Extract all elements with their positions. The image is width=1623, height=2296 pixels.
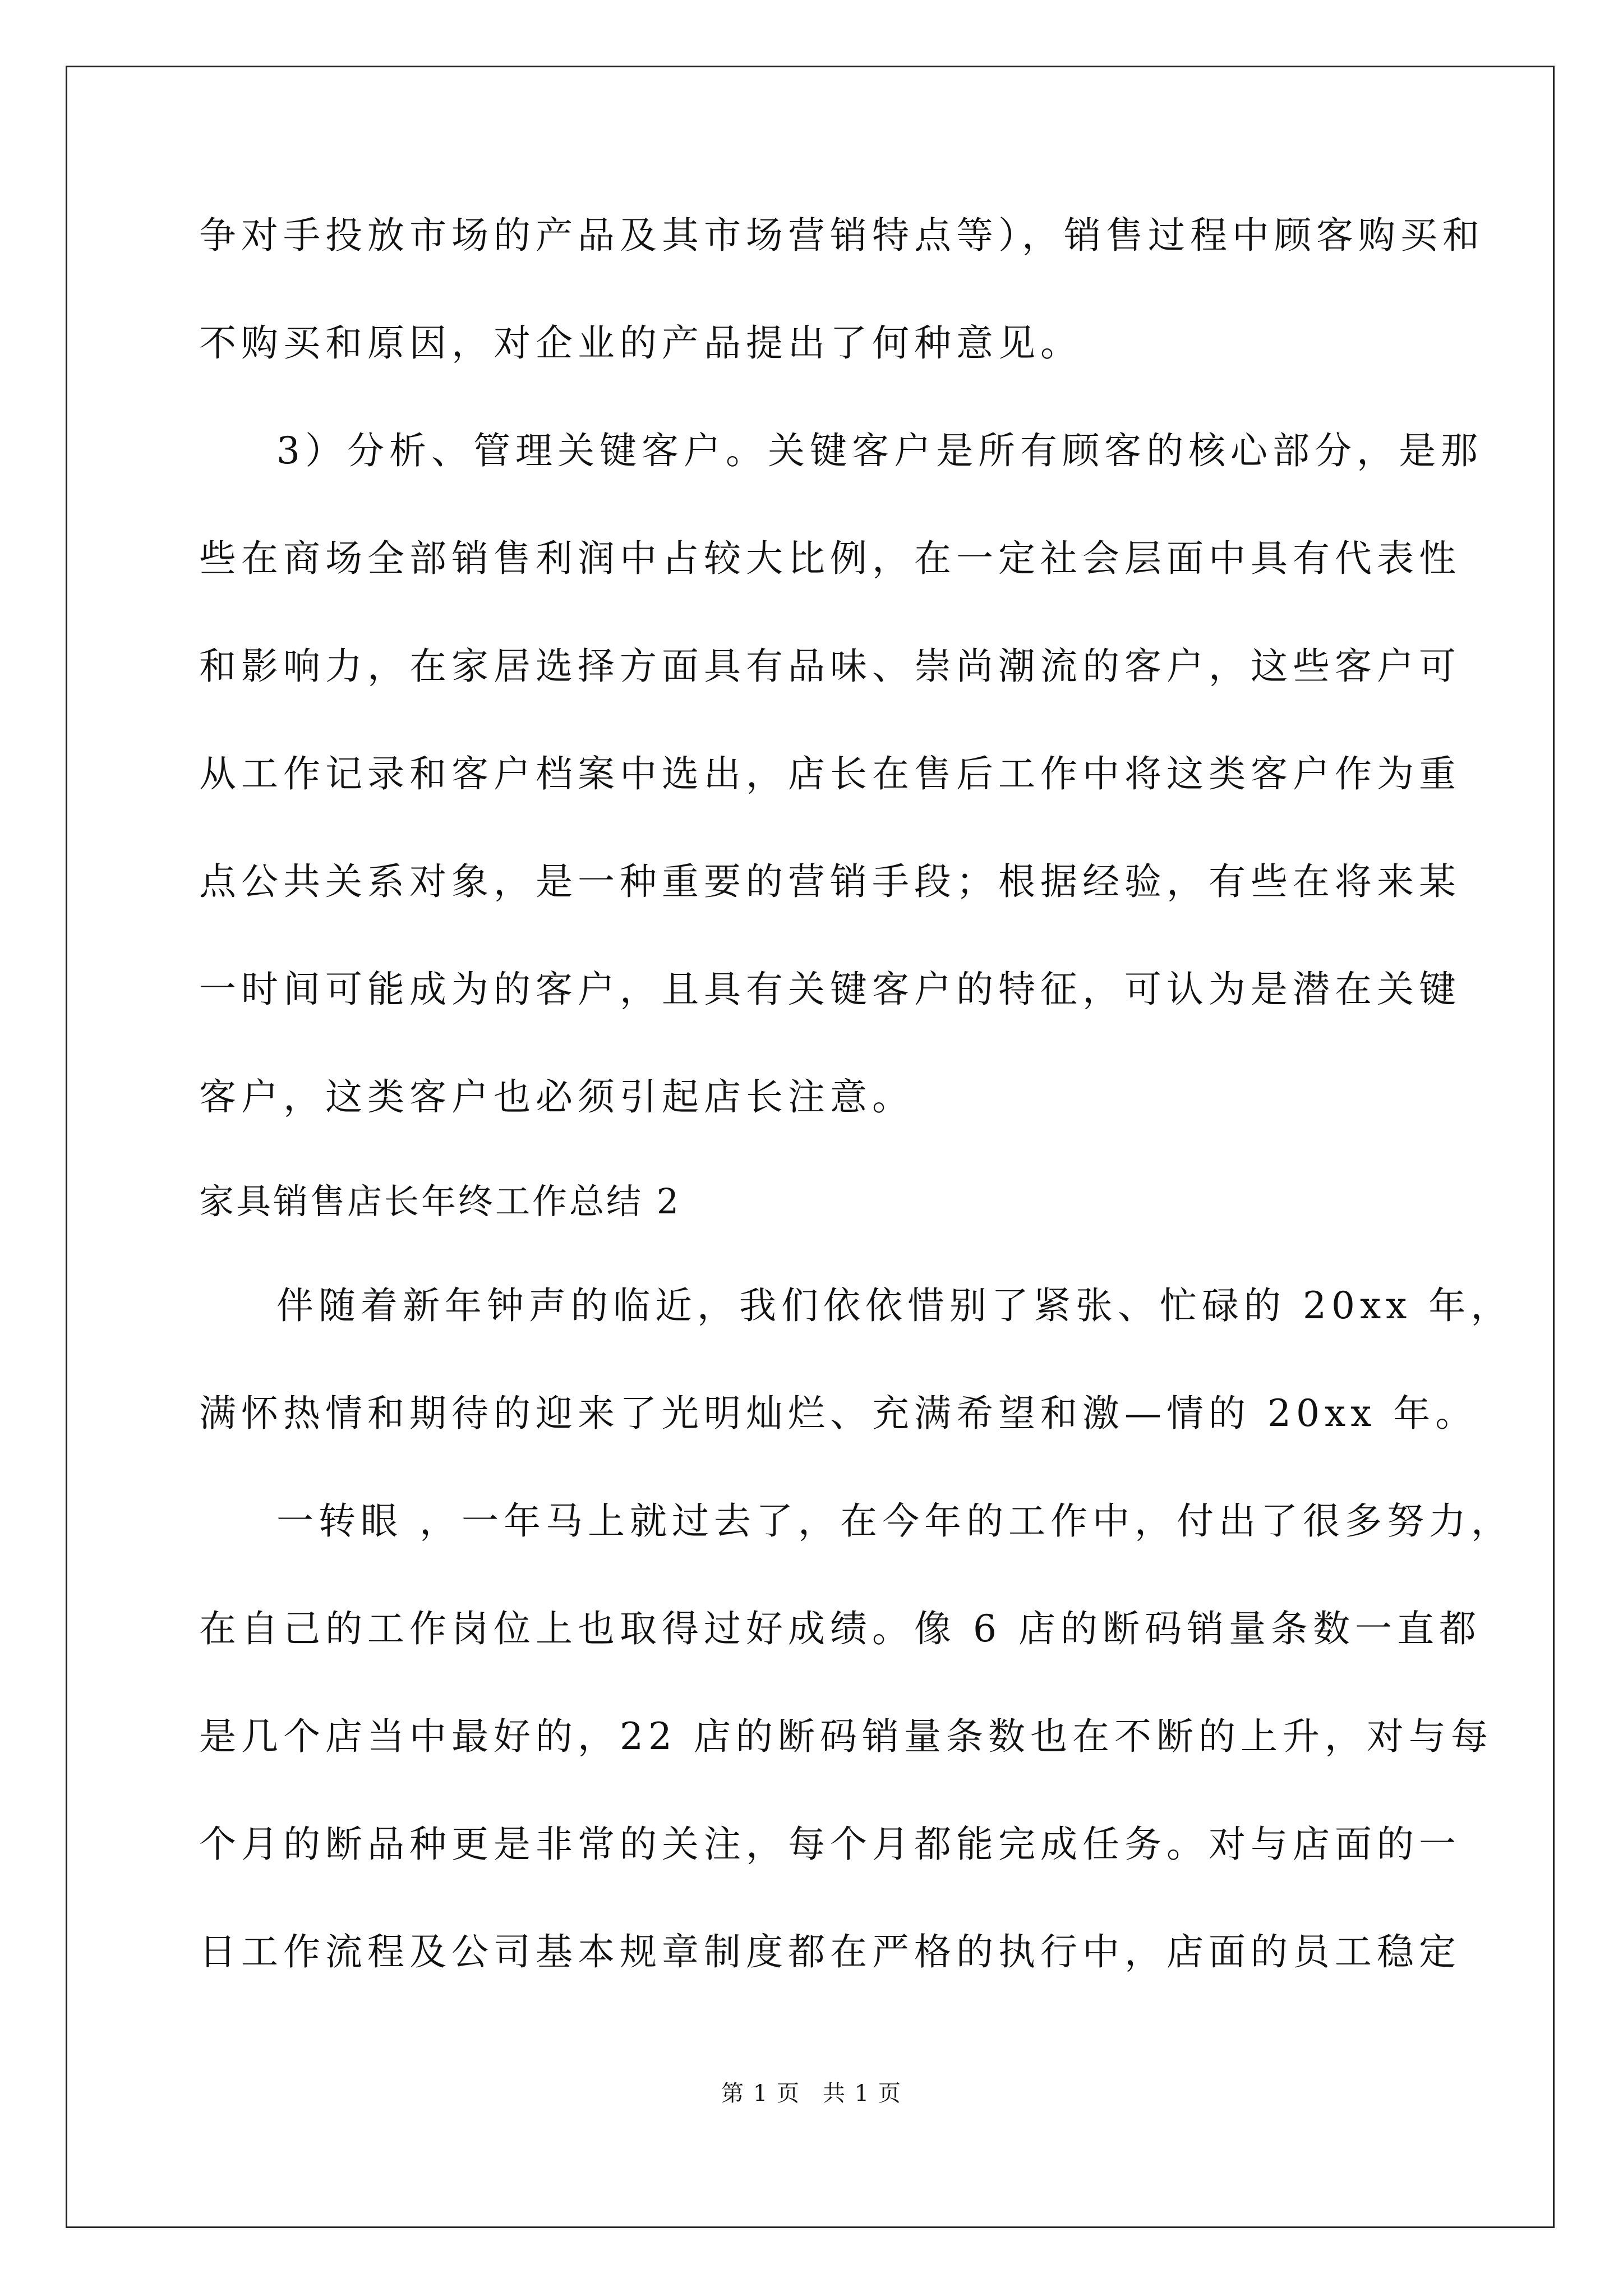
paragraph-line: 不购买和原因，对企业的产品提出了何种意见。 [199,321,1082,365]
paragraph-line: 个月的断品种更是非常的关注，每个月都能完成任务。对与店面的一 [199,1823,1461,1866]
section-heading: 家具销售店长年终工作总结 2 [199,1181,681,1222]
paragraph-line: 些在商场全部销售利润中占较大比例，在一定社会层面中具有代表性 [199,537,1461,580]
paragraph-line: 一时间可能成为的客户，且具有关键客户的特征，可认为是潜在关键 [199,968,1461,1011]
paragraph-line: 一转眼 ，一年马上就过去了，在今年的工作中，付出了很多努力， [276,1499,1513,1543]
paragraph-line: 是几个店当中最好的，22 店的断码销量条数也在不断的上升，对与每 [199,1715,1493,1758]
page-total: 共 1 页 [823,2081,902,2106]
page-border [66,66,1555,2228]
paragraph-line: 客户，这类客户也必须引起店长注意。 [199,1075,914,1119]
paragraph-line: 从工作记录和客户档案中选出，店长在售后工作中将这类客户作为重 [199,752,1461,795]
paragraph-line: 和影响力，在家居选择方面具有品味、崇尚潮流的客户，这些客户可 [199,645,1461,688]
page-footer [0,2079,1623,2108]
paragraph-line: 日工作流程及公司基本规章制度都在严格的执行中，店面的员工稳定 [199,1930,1461,1973]
paragraph-line: 在自己的工作岗位上也取得过好成绩。像 6 店的断码销量条数一直都 [199,1607,1481,1650]
paragraph-line: 伴随着新年钟声的临近，我们依依惜别了紧张、忙碌的 20xx 年， [276,1284,1513,1327]
paragraph-line: 点公共关系对象，是一种重要的营销手段；根据经验，有些在将来某 [199,860,1461,903]
paragraph-line: 满怀热情和期待的迎来了光明灿烂、充满希望和激—情的 20xx 年。 [199,1392,1478,1435]
paragraph-line: 争对手投放市场的产品及其市场营销特点等），销售过程中顾客购买和 [199,214,1484,257]
paragraph-line: 3）分析、管理关键客户。关键客户是所有顾客的核心部分，是那 [276,429,1483,472]
page-number: 第 1 页 [721,2081,800,2106]
